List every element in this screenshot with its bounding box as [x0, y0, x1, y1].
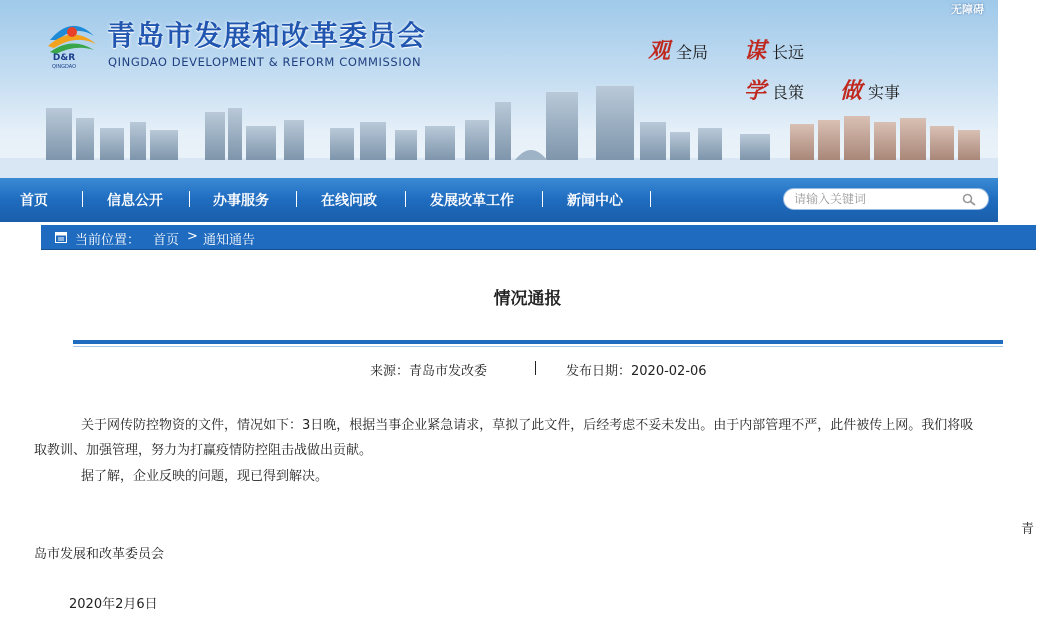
nav-item-news-center[interactable]: 新闻中心: [567, 193, 623, 209]
location-icon: [55, 232, 67, 243]
slogan-4-big: 做: [840, 78, 863, 104]
breadcrumb-prefix: 当前位置：: [75, 233, 141, 248]
signature-date: 2020年2月6日: [69, 597, 158, 612]
breadcrumb: [41, 225, 1036, 250]
nav-item-info-disclosure[interactable]: 信息公开: [107, 193, 163, 209]
nav-divider: [650, 191, 651, 207]
signature-first-char: 青: [1021, 522, 1035, 537]
slogan-3-text: 良策: [772, 83, 805, 102]
city-skyline-illustration: [0, 70, 998, 178]
breadcrumb-home-link[interactable]: 首页: [153, 233, 180, 248]
nav-item-home[interactable]: 首页: [20, 193, 48, 209]
article-source: 来源：青岛市发改委: [370, 364, 488, 379]
breadcrumb-separator: >: [187, 229, 198, 244]
site-subtitle: QINGDAO DEVELOPMENT & REFORM COMMISSION: [108, 55, 422, 69]
article-paragraph-1-line-2: 取教训、加强管理，努力为打赢疫情防控阻击战做出贡献。: [34, 443, 373, 458]
logo-abbr: D&R: [52, 53, 76, 63]
nav-item-development-reform[interactable]: 发展改革工作: [430, 193, 514, 209]
nav-divider: [296, 191, 297, 207]
search-input[interactable]: [794, 191, 954, 207]
search-box: [783, 188, 989, 210]
site-title: 青岛市发展和改革委员会: [107, 19, 427, 52]
nav-divider: [542, 191, 543, 207]
title-divider-thin: [73, 346, 1003, 347]
nav-divider: [405, 191, 406, 207]
article-paragraph-2: 据了解，企业反映的问题，现已得到解决。: [81, 469, 329, 484]
logo-city: QINGDAO: [52, 64, 77, 70]
slogan-2-text: 长远: [772, 43, 805, 62]
main-nav: [0, 178, 998, 222]
slogan-2-big: 谋: [744, 38, 767, 64]
article-paragraph-1-line-1: 关于网传防控物资的文件，情况如下：3日晚，根据当事企业紧急请求，草拟了此文件，后经考虑不妥未发出。由于内部管理不严，此件被传上网。我们将吸: [81, 418, 974, 433]
nav-item-services[interactable]: 办事服务: [213, 193, 269, 209]
accessibility-link[interactable]: 无障碍: [951, 3, 984, 16]
signature-organization: 岛市发展和改革委员会: [34, 547, 165, 562]
title-divider: [73, 340, 1003, 344]
banner-right-blank: [998, 0, 1055, 222]
nav-divider: [189, 191, 190, 207]
slogan-1-text: 全局: [676, 43, 709, 62]
breadcrumb-current-link[interactable]: 通知通告: [203, 233, 256, 248]
article-title: 情况通报: [493, 289, 562, 309]
slogan-2: [744, 34, 804, 65]
slogan-3-big: 学: [744, 78, 767, 104]
slogan-4-text: 实事: [868, 83, 901, 102]
slogan-1: [648, 34, 708, 65]
nav-item-online-inquiry[interactable]: 在线问政: [321, 193, 377, 209]
search-icon[interactable]: [961, 192, 977, 208]
nav-divider: [82, 191, 83, 207]
article-publish-date: 发布日期：2020-02-06: [566, 364, 707, 379]
meta-divider: [535, 361, 536, 375]
slogan-1-big: 观: [648, 38, 671, 64]
header-banner: [0, 0, 998, 178]
